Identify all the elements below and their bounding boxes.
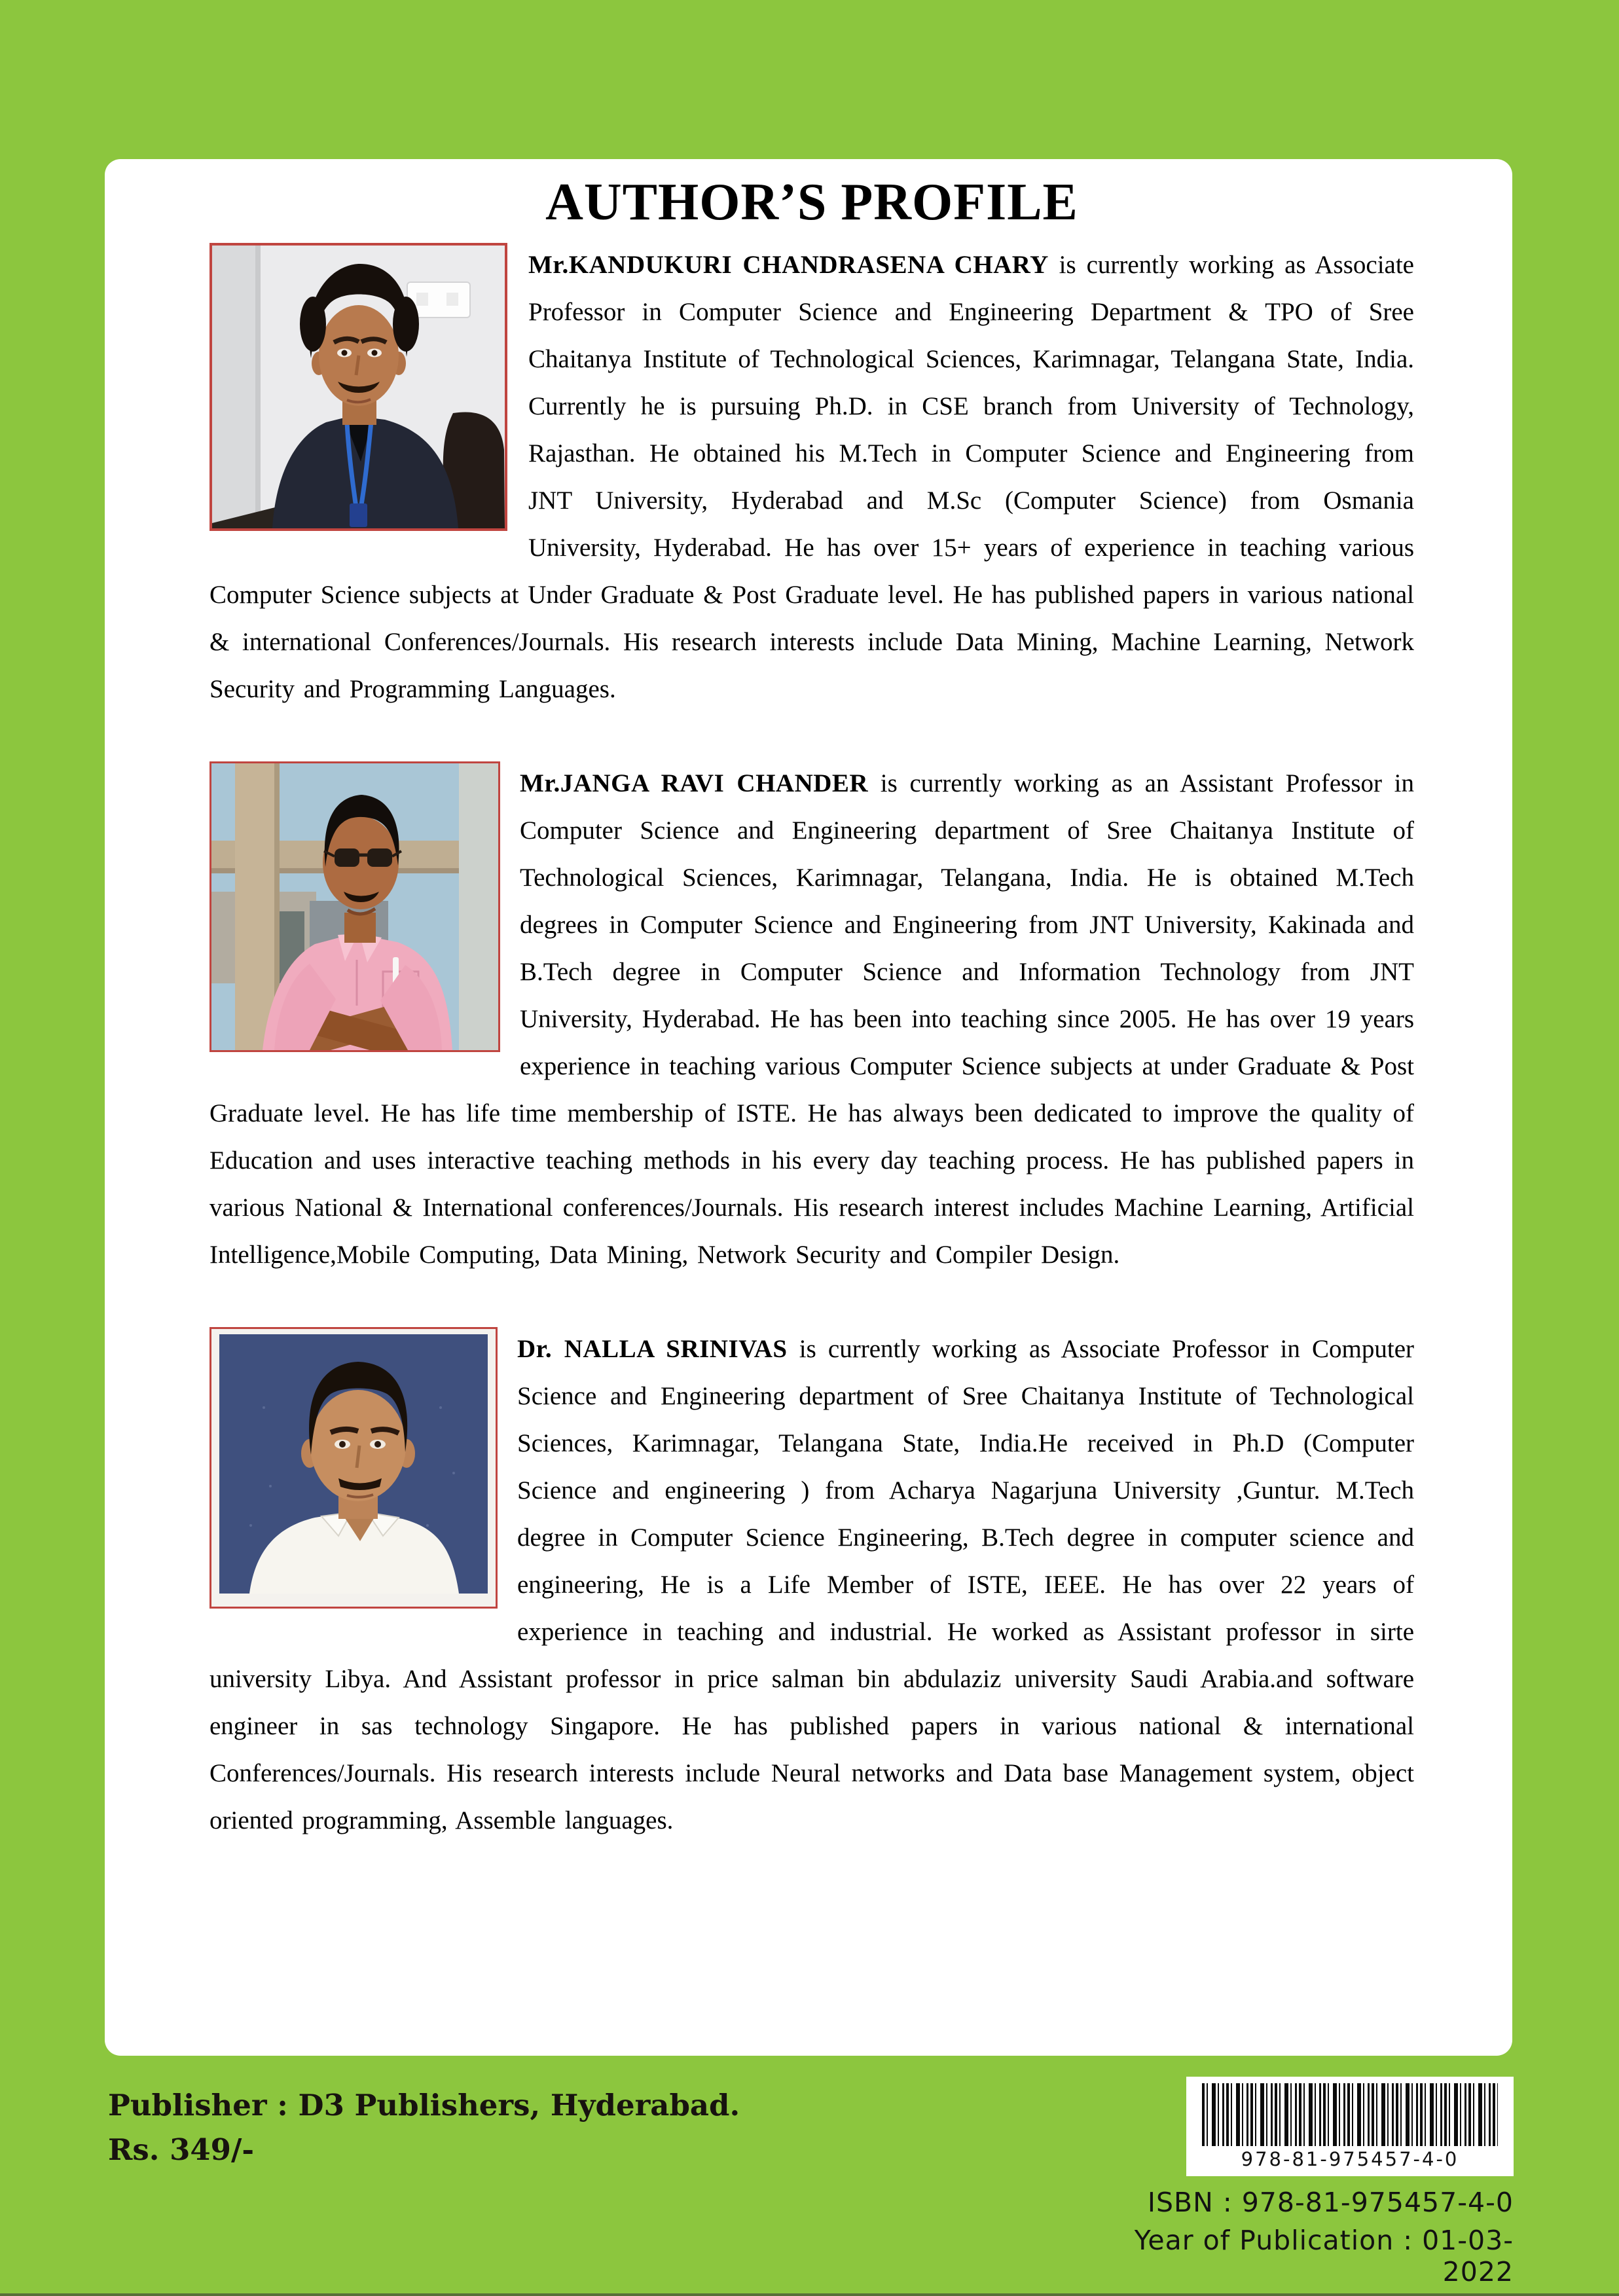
content-panel xyxy=(105,159,1512,2056)
publisher-line: Publisher : D3 Publishers, Hyderabad. xyxy=(108,2088,740,2123)
barcode-number: 978-81-975457-4-0 xyxy=(1241,2148,1459,2170)
page-bottom-edge xyxy=(0,2293,1619,2296)
author-photo-nalla-srinivas xyxy=(209,1327,498,1609)
author-section-janga-ravi-chander xyxy=(209,760,1414,1279)
portrait-man-white-shirt-blue-background xyxy=(211,1329,496,1607)
isbn-block xyxy=(1082,2077,1514,2287)
author-bio-text: is currently working as Associate Professor in Computer Science and Engineering Department & TPO of Sree Chaitanya Institute of Technological Sciences, Karimnagar, Telangana State, India. Currently he is pursuing Ph.D. in CSE branch from University of Technology, Rajasthan. He obtained his M.Tech in Computer Science and Engineering from JNT University, Hyderabad and M.Sc (Computer Science) from Osmania University, Hyderabad. He has over 15+ years of experience in teaching various Computer Science subjects at Under Graduate & Post Graduate level. He has published papers in various national & international Conferences/Journals. His research interests include Data Mining, Machine Learning, Network Security and Programming Languages. xyxy=(209,250,1414,703)
author-section-kandukuri-chandrasena-chary xyxy=(209,242,1414,713)
barcode-bars xyxy=(1202,2083,1498,2146)
year-of-publication-line: Year of Publication : 01-03-2022 xyxy=(1134,2225,1514,2287)
isbn-line: ISBN : 978-81-975457-4-0 xyxy=(1147,2187,1514,2218)
barcode xyxy=(1186,2077,1514,2176)
author-bio-text: is currently working as an Assistant Professor in Computer Science and Engineering department of Sree Chaitanya Institute of Technological Sciences, Karimnagar, Telangana, India. He is obtained M.Tech degrees in Computer Science and Engineering from JNT University, Kakinada and B.Tech degree in Computer Science and Information Technology from JNT University, Hyderabad. He has been into teaching since 2005. He has over 19 years experience in teaching various Computer Science subjects at under Graduate & Post Graduate level. He has life time membership of ISTE. He has always been dedicated to improve the quality of Education and uses interactive teaching methods in his every day teaching process. He has published papers in various National & International conferences/Journals. His research interest includes Machine Learning, Artificial Intelligence,Mobile Computing, Data Mining, Network Security and Compiler Design. xyxy=(209,769,1414,1269)
author-name: Mr.KANDUKURI CHANDRASENA CHARY xyxy=(528,250,1049,279)
author-name: Mr.JANGA RAVI CHANDER xyxy=(520,769,869,797)
author-section-nalla-srinivas xyxy=(209,1326,1414,1844)
author-bio-text: is currently working as Associate Professor in Computer Science and Engineering department of Sree Chaitanya Institute of Technological Sciences, Karimnagar, Telangana State, India.He received in Ph.D (Computer Science and engineering ) from Acharya Nagarjuna University ,Guntur. M.Tech degree in Computer Science Engineering, B.Tech degree in computer science and engineering, He is a Life Member of ISTE, IEEE. He has over 22 years of experience in teaching and industrial. He worked as Assistant professor in sirte university Libya. And Assistant professor in price salman bin abdulaziz university Saudi Arabia.and software engineer in sas technology Singapore. He has published papers in various national & international Conferences/Journals. His research interests include Neural networks and Data base Management system, object oriented programming, Assemble languages. xyxy=(209,1334,1414,1834)
portrait-man-pink-shirt-sunglasses xyxy=(211,763,498,1050)
portrait-man-dark-blazer xyxy=(212,246,505,528)
page-title: AUTHOR’S PROFILE xyxy=(545,173,1078,231)
author-name: Dr. NALLA SRINIVAS xyxy=(517,1334,788,1363)
author-photo-kandukuri-chandrasena-chary xyxy=(209,243,507,531)
publisher-info xyxy=(108,2083,740,2172)
author-photo-janga-ravi-chander xyxy=(209,761,500,1052)
price-line: Rs. 349/- xyxy=(108,2132,255,2167)
